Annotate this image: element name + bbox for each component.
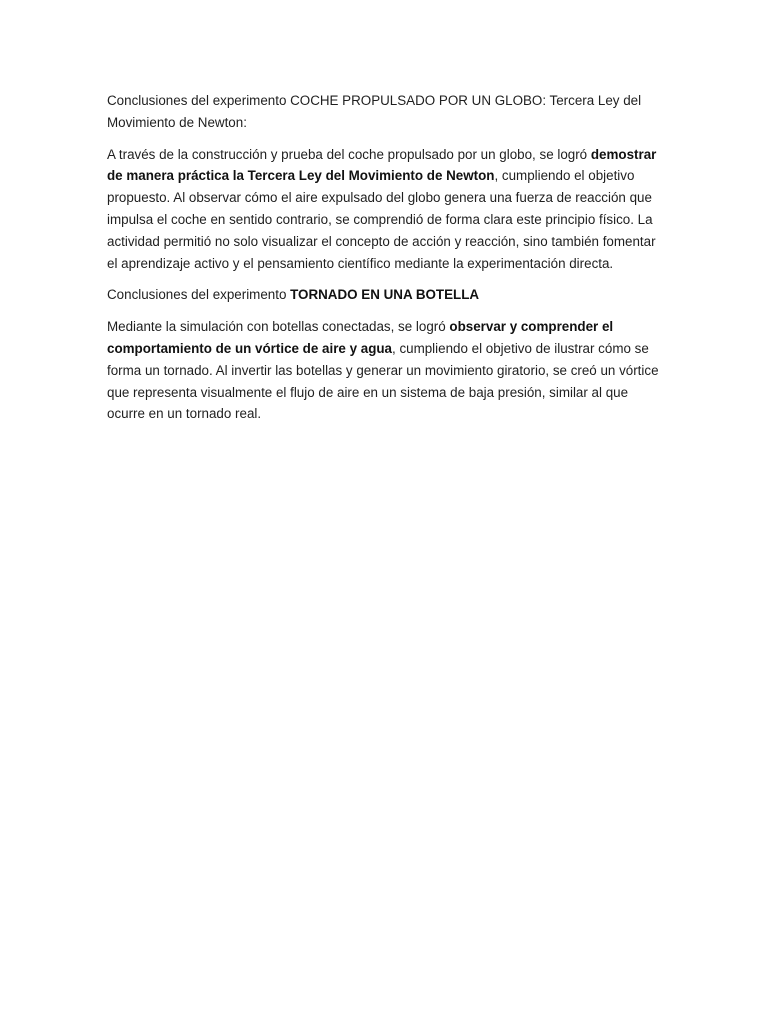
heading-balloon-car-text: Conclusiones del experimento COCHE PROPULSADO POR UN GLOBO: Tercera Ley del Movimiento de Newton: [107, 93, 642, 130]
paragraph-2-emphasis: observar y comprender el comportamiento de un vórtice de aire y agua [107, 319, 614, 356]
heading-tornado-prefix: Conclusiones del experimento [107, 287, 291, 303]
paragraph-balloon-car-conclusion [107, 144, 667, 275]
paragraph-2-intro: Mediante la simulación con botellas conectadas, se logró [107, 319, 450, 335]
paragraph-1-intro: A través de la construcción y prueba del coche propulsado por un globo, se logró [107, 146, 591, 162]
heading-tornado-bottle [107, 284, 667, 306]
paragraph-tornado-conclusion [107, 316, 667, 425]
paragraph-1-rest: , cumpliendo el objetivo propuesto. Al observar cómo el aire expulsado del globo genera una fuerza de reacción que impulsa el coche en sentido contrario, se comprendió de forma clara este principio físico. La actividad permitió no solo visualizar el concepto de acción y reacción, sino también fomentar el aprendizaje activo y el pensamiento científico mediante la experimentación directa. [107, 168, 656, 271]
heading-tornado-title: TORNADO EN UNA BOTELLA [290, 287, 480, 303]
heading-balloon-car [107, 90, 667, 134]
document-body [107, 90, 667, 435]
paragraph-1-emphasis: demostrar de manera práctica la Tercera Ley del Movimiento de Newton [107, 146, 657, 184]
paragraph-2-rest: , cumpliendo el objetivo de ilustrar cómo se forma un tornado. Al invertir las botellas y generar un movimiento giratorio, se creó un vórtice que representa visualmente el flujo de aire en un sistema de baja presión, similar al que ocurre en un tornado real. [107, 340, 659, 422]
